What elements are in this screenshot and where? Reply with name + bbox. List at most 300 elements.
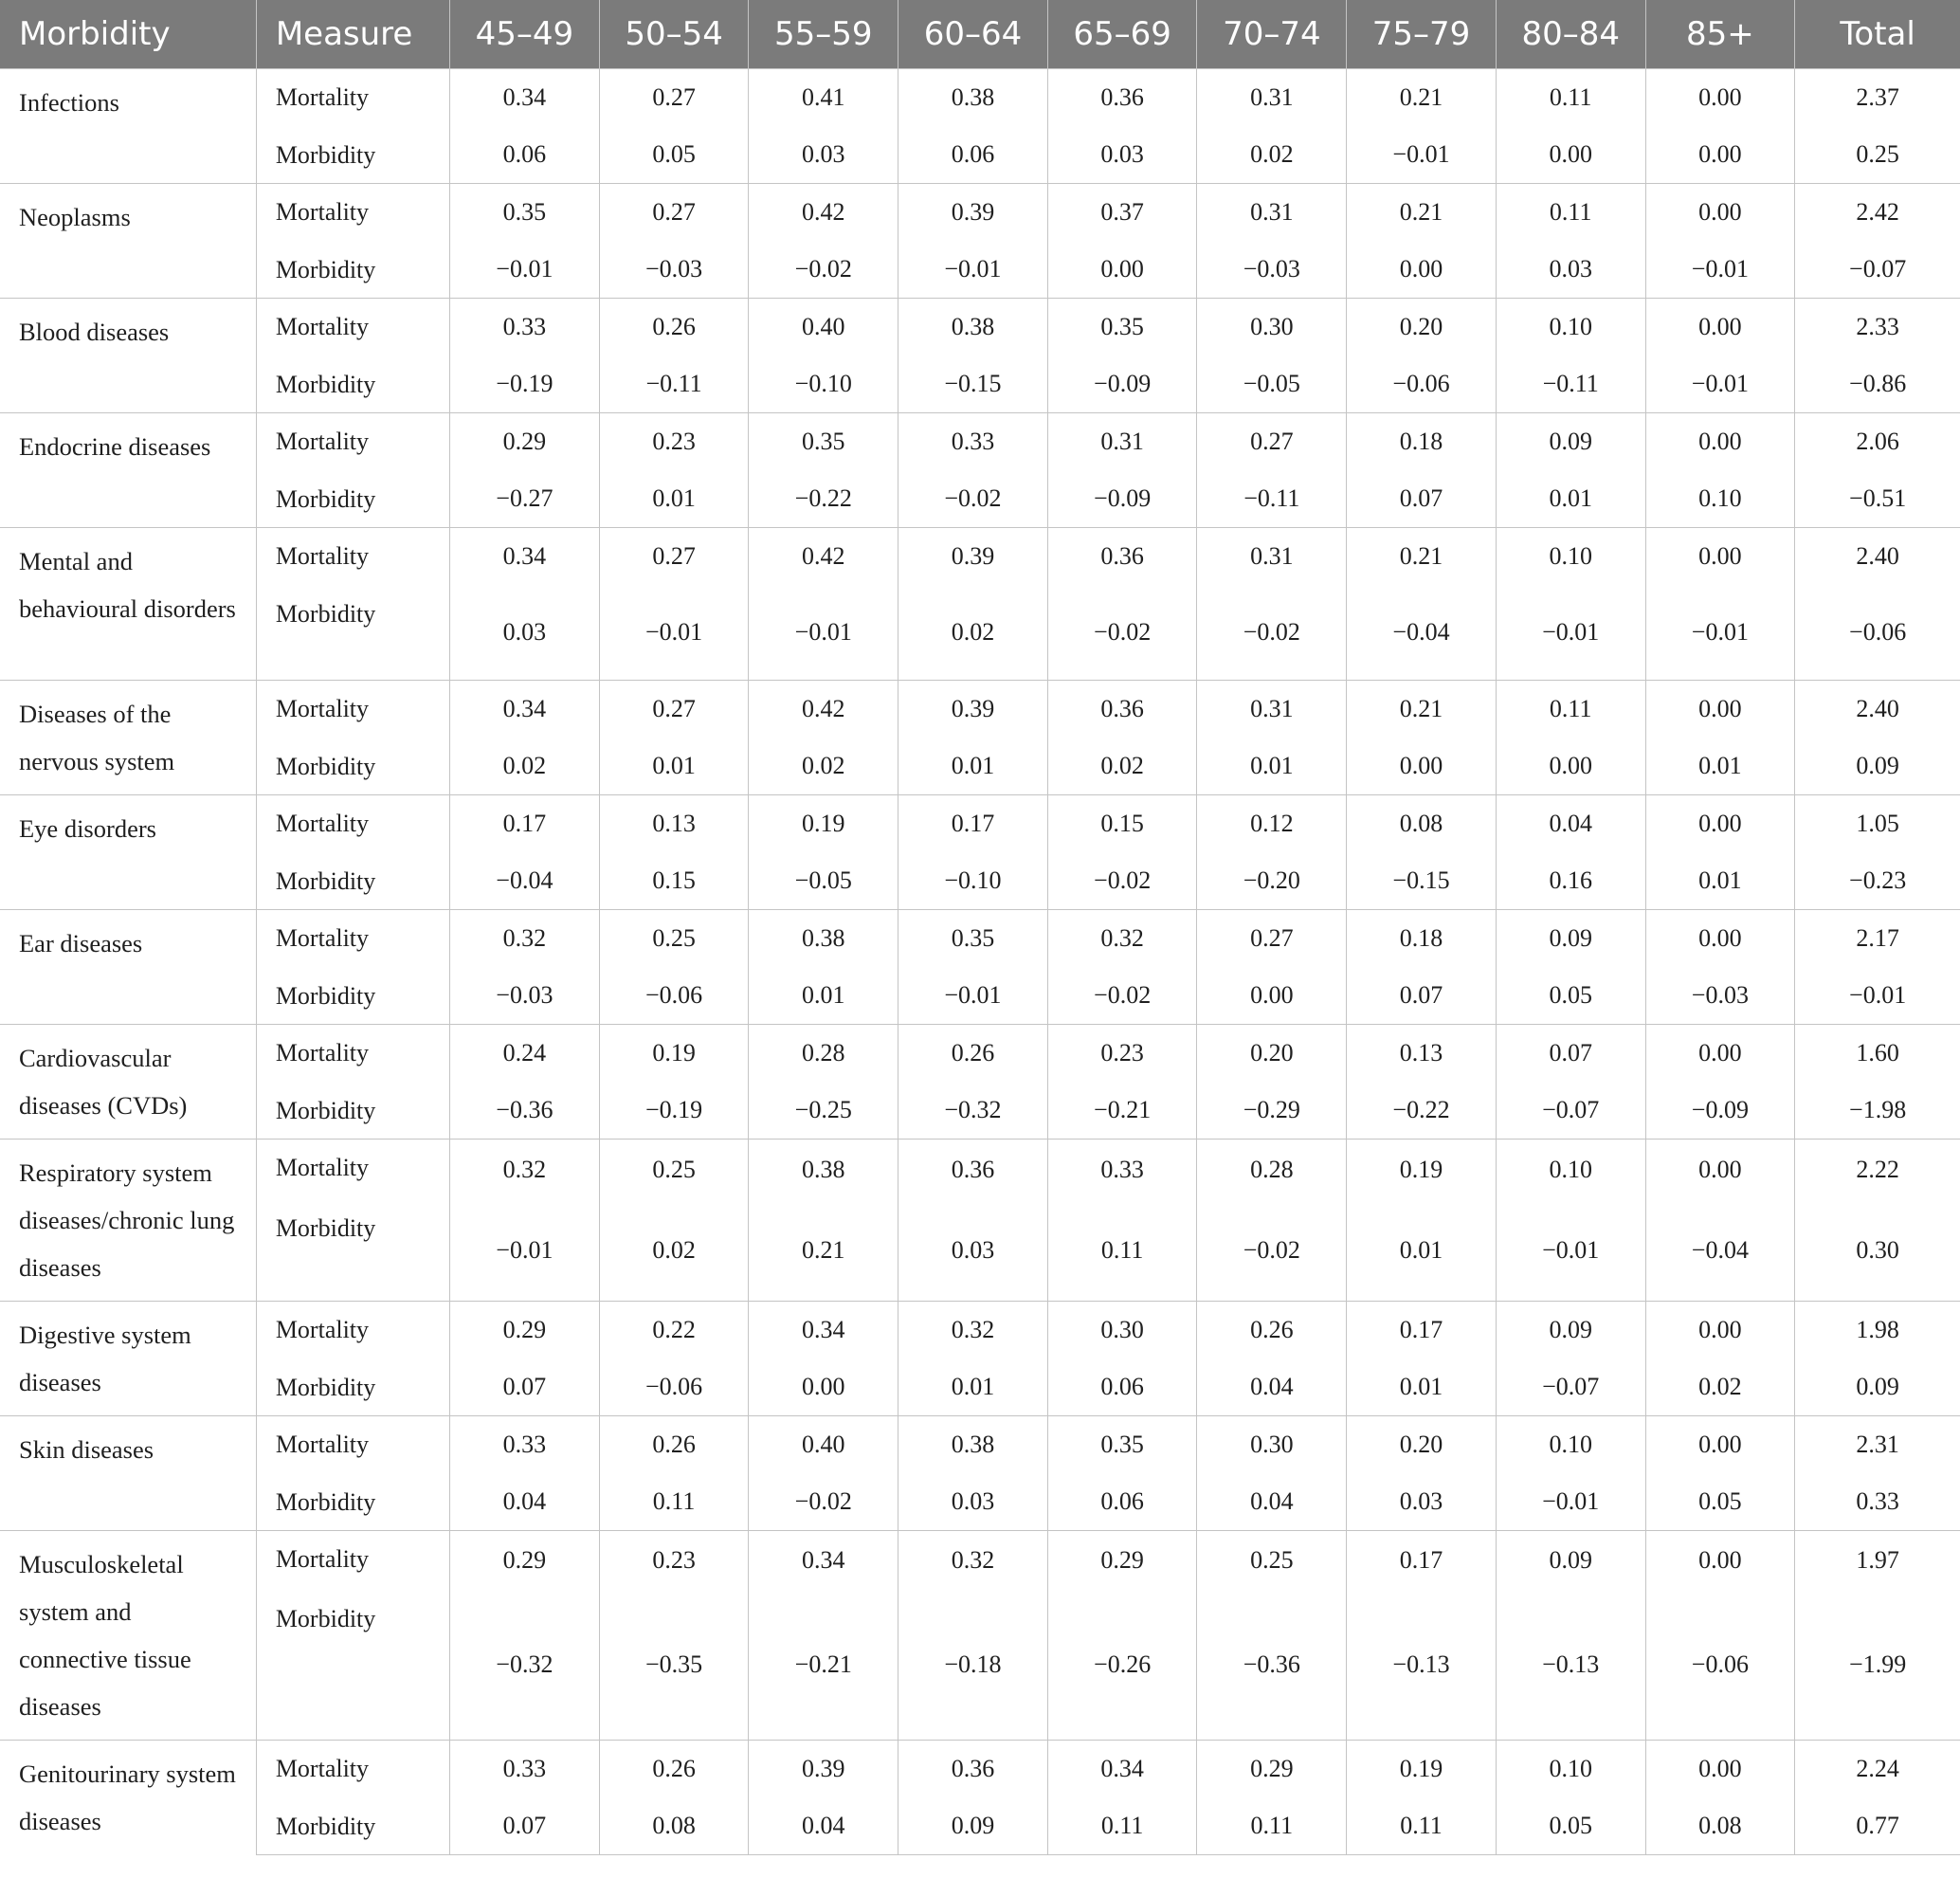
table-row [0,299,1960,356]
total-cell: 2.37 [1795,69,1960,127]
value-cell: 0.35 [749,413,898,471]
table-row [0,127,1960,184]
value-cell: −0.18 [898,1591,1048,1741]
value-cell: 0.04 [749,1798,898,1855]
value-cell: −0.04 [1645,1200,1795,1301]
value-cell: 0.03 [898,1474,1048,1531]
value-cell: −0.01 [1645,586,1795,681]
table-row [0,853,1960,910]
morbidity-label: Blood diseases [0,299,256,413]
total-cell: −0.23 [1795,853,1960,910]
value-cell: 0.27 [599,681,749,738]
value-cell: 0.02 [1197,127,1347,184]
value-cell: 0.03 [450,586,600,681]
value-cell: 0.10 [1496,1741,1645,1798]
value-cell: 0.21 [1347,681,1497,738]
value-cell: −0.15 [898,356,1048,413]
table-row [0,738,1960,795]
value-cell: 0.01 [1645,853,1795,910]
value-cell: 0.26 [1197,1302,1347,1359]
measure-label: Mortality [256,1531,449,1591]
morbidity-label: Endocrine diseases [0,413,256,528]
value-cell: 0.17 [450,795,600,853]
value-cell: 0.07 [450,1798,600,1855]
total-cell: 2.06 [1795,413,1960,471]
value-cell: 0.33 [1047,1140,1197,1201]
value-cell: 0.00 [1197,968,1347,1025]
value-cell: −0.26 [1047,1591,1197,1741]
total-cell: 2.33 [1795,299,1960,356]
value-cell: 0.04 [1496,795,1645,853]
value-cell: 0.05 [1496,1798,1645,1855]
morbidity-label: Neoplasms [0,184,256,299]
value-cell: 0.34 [450,69,600,127]
value-cell: 0.40 [749,299,898,356]
value-cell: 0.00 [1645,1025,1795,1083]
value-cell: 0.05 [1496,968,1645,1025]
measure-label: Morbidity [256,853,449,910]
value-cell: 0.31 [1197,184,1347,242]
value-cell: 0.07 [1347,968,1497,1025]
table-row [0,1140,1960,1201]
value-cell: −0.03 [599,242,749,299]
value-cell: 0.00 [1645,413,1795,471]
value-cell: 0.42 [749,184,898,242]
value-cell: −0.06 [599,968,749,1025]
value-cell: 0.11 [1496,184,1645,242]
total-cell: 0.30 [1795,1200,1960,1301]
value-cell: 0.35 [1047,1416,1197,1474]
morbidity-label: Ear diseases [0,910,256,1025]
value-cell: −0.09 [1047,471,1197,528]
value-cell: 0.38 [898,69,1048,127]
value-cell: 0.16 [1496,853,1645,910]
value-cell: 0.42 [749,528,898,586]
measure-label: Morbidity [256,968,449,1025]
value-cell: 0.08 [599,1798,749,1855]
value-cell: 0.17 [898,795,1048,853]
value-cell: −0.01 [1645,242,1795,299]
value-cell: −0.03 [1197,242,1347,299]
value-cell: 0.32 [898,1302,1048,1359]
table-row [0,528,1960,586]
value-cell: 0.00 [1645,910,1795,968]
table-row [0,586,1960,681]
table-row [0,69,1960,127]
value-cell: 0.29 [450,1302,600,1359]
total-cell: −0.01 [1795,968,1960,1025]
value-cell: 0.03 [1347,1474,1497,1531]
value-cell: 0.39 [898,528,1048,586]
column-header: 50–54 [599,0,749,69]
value-cell: 0.03 [749,127,898,184]
value-cell: 0.10 [1496,1416,1645,1474]
value-cell: −0.11 [1197,471,1347,528]
value-cell: 0.27 [599,69,749,127]
value-cell: −0.21 [1047,1083,1197,1140]
column-header: 70–74 [1197,0,1347,69]
measure-label: Mortality [256,1302,449,1359]
value-cell: 0.41 [749,69,898,127]
value-cell: −0.04 [1347,586,1497,681]
measure-label: Mortality [256,1025,449,1083]
morbidity-label: Musculoskeletal system and connective tissue diseases [0,1531,256,1741]
table-row [0,1025,1960,1083]
value-cell: 0.09 [898,1798,1048,1855]
total-cell: 2.40 [1795,528,1960,586]
value-cell: 0.10 [1645,471,1795,528]
morbidity-label: Skin diseases [0,1416,256,1531]
value-cell: 0.04 [1197,1359,1347,1416]
value-cell: −0.02 [1197,1200,1347,1301]
value-cell: 0.15 [599,853,749,910]
value-cell: 0.35 [898,910,1048,968]
value-cell: 0.04 [450,1474,600,1531]
value-cell: 0.21 [1347,528,1497,586]
value-cell: −0.32 [898,1083,1048,1140]
value-cell: 0.36 [898,1140,1048,1201]
value-cell: −0.02 [1047,586,1197,681]
value-cell: 0.27 [1197,910,1347,968]
value-cell: 0.20 [1197,1025,1347,1083]
value-cell: −0.01 [599,586,749,681]
value-cell: 0.06 [1047,1474,1197,1531]
value-cell: 0.19 [749,795,898,853]
value-cell: 0.06 [1047,1359,1197,1416]
table-row [0,910,1960,968]
value-cell: 0.36 [1047,681,1197,738]
total-cell: 1.98 [1795,1302,1960,1359]
total-cell: 0.33 [1795,1474,1960,1531]
measure-label: Morbidity [256,471,449,528]
value-cell: 0.29 [1047,1531,1197,1591]
measure-label: Mortality [256,1140,449,1201]
value-cell: −0.01 [450,1200,600,1301]
table-row [0,1359,1960,1416]
morbidity-label: Cardiovascular diseases (CVDs) [0,1025,256,1140]
value-cell: 0.26 [599,1416,749,1474]
value-cell: 0.02 [1645,1359,1795,1416]
value-cell: 0.38 [749,1140,898,1201]
total-cell: 0.77 [1795,1798,1960,1855]
value-cell: 0.39 [749,1741,898,1798]
value-cell: −0.10 [749,356,898,413]
value-cell: −0.06 [1645,1591,1795,1741]
value-cell: 0.00 [1047,242,1197,299]
value-cell: −0.13 [1496,1591,1645,1741]
value-cell: −0.01 [1496,586,1645,681]
measure-label: Morbidity [256,586,449,681]
value-cell: 0.07 [1347,471,1497,528]
total-cell: −1.98 [1795,1083,1960,1140]
measure-label: Mortality [256,1741,449,1798]
value-cell: 0.38 [749,910,898,968]
value-cell: 0.09 [1496,413,1645,471]
value-cell: 0.37 [1047,184,1197,242]
value-cell: 0.00 [1645,299,1795,356]
value-cell: 0.01 [749,968,898,1025]
morbidity-label: Infections [0,69,256,184]
measure-label: Mortality [256,184,449,242]
value-cell: −0.01 [898,968,1048,1025]
table-row [0,356,1960,413]
value-cell: −0.27 [450,471,600,528]
value-cell: −0.02 [1047,853,1197,910]
table-row [0,184,1960,242]
measure-label: Morbidity [256,1200,449,1301]
column-header: 60–64 [898,0,1048,69]
measure-label: Morbidity [256,127,449,184]
value-cell: −0.07 [1496,1083,1645,1140]
value-cell: −0.20 [1197,853,1347,910]
value-cell: 0.31 [1047,413,1197,471]
value-cell: 0.01 [1645,738,1795,795]
value-cell: −0.02 [898,471,1048,528]
morbidity-label: Respiratory system diseases/chronic lung diseases [0,1140,256,1302]
value-cell: 0.30 [1197,1416,1347,1474]
value-cell: 0.34 [1047,1741,1197,1798]
total-cell: 1.60 [1795,1025,1960,1083]
value-cell: 0.00 [1645,528,1795,586]
value-cell: 0.13 [1347,1025,1497,1083]
value-cell: 0.33 [898,413,1048,471]
total-cell: 2.17 [1795,910,1960,968]
value-cell: 0.34 [450,681,600,738]
value-cell: −0.09 [1047,356,1197,413]
measure-label: Mortality [256,413,449,471]
total-cell: 0.09 [1795,738,1960,795]
value-cell: 0.00 [1645,1140,1795,1201]
value-cell: −0.22 [749,471,898,528]
total-cell: −0.86 [1795,356,1960,413]
value-cell: 0.31 [1197,69,1347,127]
value-cell: 0.19 [1347,1741,1497,1798]
value-cell: 0.19 [1347,1140,1497,1201]
total-cell: 2.24 [1795,1741,1960,1798]
total-cell: −0.07 [1795,242,1960,299]
value-cell: 0.23 [599,413,749,471]
value-cell: 0.09 [1496,1531,1645,1591]
value-cell: 0.21 [1347,184,1497,242]
value-cell: 0.06 [450,127,600,184]
value-cell: −0.19 [450,356,600,413]
value-cell: 0.19 [599,1025,749,1083]
value-cell: 0.06 [898,127,1048,184]
value-cell: 0.22 [599,1302,749,1359]
value-cell: 0.02 [1047,738,1197,795]
value-cell: 0.34 [749,1302,898,1359]
value-cell: 0.10 [1496,528,1645,586]
value-cell: 0.26 [599,1741,749,1798]
value-cell: −0.10 [898,853,1048,910]
table-row [0,1083,1960,1140]
value-cell: 0.35 [450,184,600,242]
value-cell: 0.03 [1047,127,1197,184]
value-cell: 0.34 [749,1531,898,1591]
value-cell: −0.04 [450,853,600,910]
value-cell: 0.01 [599,738,749,795]
value-cell: −0.32 [450,1591,600,1741]
value-cell: 0.15 [1047,795,1197,853]
value-cell: 0.12 [1197,795,1347,853]
value-cell: 0.00 [1347,738,1497,795]
value-cell: −0.36 [450,1083,600,1140]
value-cell: 0.32 [450,910,600,968]
column-header: 85+ [1645,0,1795,69]
value-cell: 0.17 [1347,1531,1497,1591]
value-cell: 0.29 [450,1531,600,1591]
total-cell: 2.22 [1795,1140,1960,1201]
value-cell: 0.36 [1047,69,1197,127]
value-cell: 0.31 [1197,528,1347,586]
value-cell: 0.11 [1197,1798,1347,1855]
value-cell: 0.00 [1645,1531,1795,1591]
value-cell: 0.09 [1496,910,1645,968]
header-row [0,0,1960,69]
measure-label: Mortality [256,795,449,853]
total-cell: 2.31 [1795,1416,1960,1474]
column-header: 55–59 [749,0,898,69]
value-cell: 0.07 [450,1359,600,1416]
measure-label: Mortality [256,299,449,356]
value-cell: −0.11 [1496,356,1645,413]
value-cell: −0.01 [749,586,898,681]
value-cell: 0.00 [1645,1741,1795,1798]
value-cell: 0.42 [749,681,898,738]
value-cell: 0.32 [1047,910,1197,968]
morbidity-label: Digestive system diseases [0,1302,256,1416]
value-cell: 0.02 [749,738,898,795]
column-header: 65–69 [1047,0,1197,69]
value-cell: 0.01 [599,471,749,528]
table-row [0,242,1960,299]
value-cell: −0.22 [1347,1083,1497,1140]
value-cell: −0.02 [749,1474,898,1531]
value-cell: 0.11 [1047,1200,1197,1301]
value-cell: 0.01 [1197,738,1347,795]
value-cell: −0.25 [749,1083,898,1140]
value-cell: 0.32 [898,1531,1048,1591]
column-header: Total [1795,0,1960,69]
value-cell: 0.11 [1496,69,1645,127]
column-header: Measure [256,0,449,69]
table-row [0,1302,1960,1359]
value-cell: 0.36 [898,1741,1048,1798]
value-cell: −0.13 [1347,1591,1497,1741]
value-cell: −0.01 [1496,1474,1645,1531]
measure-label: Mortality [256,528,449,586]
total-cell: 2.40 [1795,681,1960,738]
value-cell: 0.08 [1347,795,1497,853]
value-cell: 0.32 [450,1140,600,1201]
value-cell: 0.00 [1645,127,1795,184]
measure-label: Morbidity [256,1359,449,1416]
total-cell: 2.42 [1795,184,1960,242]
value-cell: 0.01 [898,1359,1048,1416]
value-cell: −0.03 [450,968,600,1025]
value-cell: 0.34 [450,528,600,586]
value-cell: 0.00 [1645,184,1795,242]
value-cell: −0.02 [1197,586,1347,681]
table-body [0,69,1960,1855]
total-cell: 0.09 [1795,1359,1960,1416]
value-cell: −0.02 [1047,968,1197,1025]
value-cell: 0.20 [1347,299,1497,356]
value-cell: 0.28 [749,1025,898,1083]
morbidity-label: Diseases of the nervous system [0,681,256,795]
value-cell: 0.38 [898,1416,1048,1474]
value-cell: 0.13 [599,795,749,853]
value-cell: 0.31 [1197,681,1347,738]
value-cell: 0.30 [1047,1302,1197,1359]
value-cell: 0.35 [1047,299,1197,356]
measure-label: Mortality [256,1416,449,1474]
value-cell: 0.07 [1496,1025,1645,1083]
value-cell: 0.11 [1047,1798,1197,1855]
value-cell: 0.11 [1347,1798,1497,1855]
value-cell: −0.19 [599,1083,749,1140]
value-cell: 0.01 [898,738,1048,795]
value-cell: 0.01 [1347,1359,1497,1416]
table-row [0,1741,1960,1798]
value-cell: 0.02 [450,738,600,795]
value-cell: 0.00 [1645,1302,1795,1359]
value-cell: 0.39 [898,681,1048,738]
value-cell: 0.00 [1496,738,1645,795]
value-cell: 0.26 [599,299,749,356]
value-cell: 0.24 [450,1025,600,1083]
table-row [0,1474,1960,1531]
value-cell: −0.15 [1347,853,1497,910]
value-cell: 0.33 [450,1416,600,1474]
value-cell: 0.23 [599,1531,749,1591]
value-cell: 0.11 [599,1474,749,1531]
value-cell: 0.00 [1496,127,1645,184]
value-cell: 0.02 [898,586,1048,681]
value-cell: 0.25 [599,1140,749,1201]
value-cell: −0.06 [1347,356,1497,413]
column-header: 75–79 [1347,0,1497,69]
table-row [0,968,1960,1025]
value-cell: 0.27 [1197,413,1347,471]
value-cell: 0.39 [898,184,1048,242]
value-cell: −0.03 [1645,968,1795,1025]
value-cell: −0.02 [749,242,898,299]
value-cell: 0.00 [1645,1416,1795,1474]
measure-label: Morbidity [256,738,449,795]
measure-label: Morbidity [256,1591,449,1741]
value-cell: 0.26 [898,1025,1048,1083]
table-header [0,0,1960,69]
value-cell: 0.03 [898,1200,1048,1301]
value-cell: −0.01 [450,242,600,299]
value-cell: 0.01 [1496,471,1645,528]
value-cell: 0.25 [1197,1531,1347,1591]
morbidity-label: Genitourinary system diseases [0,1741,256,1855]
measure-label: Morbidity [256,356,449,413]
value-cell: 0.05 [599,127,749,184]
value-cell: 0.21 [749,1200,898,1301]
column-header: 80–84 [1496,0,1645,69]
table-row [0,471,1960,528]
measure-label: Mortality [256,681,449,738]
value-cell: 0.40 [749,1416,898,1474]
value-cell: 0.02 [599,1200,749,1301]
total-cell: 0.25 [1795,127,1960,184]
value-cell: 0.18 [1347,413,1497,471]
column-header: 45–49 [450,0,600,69]
table-row [0,1531,1960,1591]
